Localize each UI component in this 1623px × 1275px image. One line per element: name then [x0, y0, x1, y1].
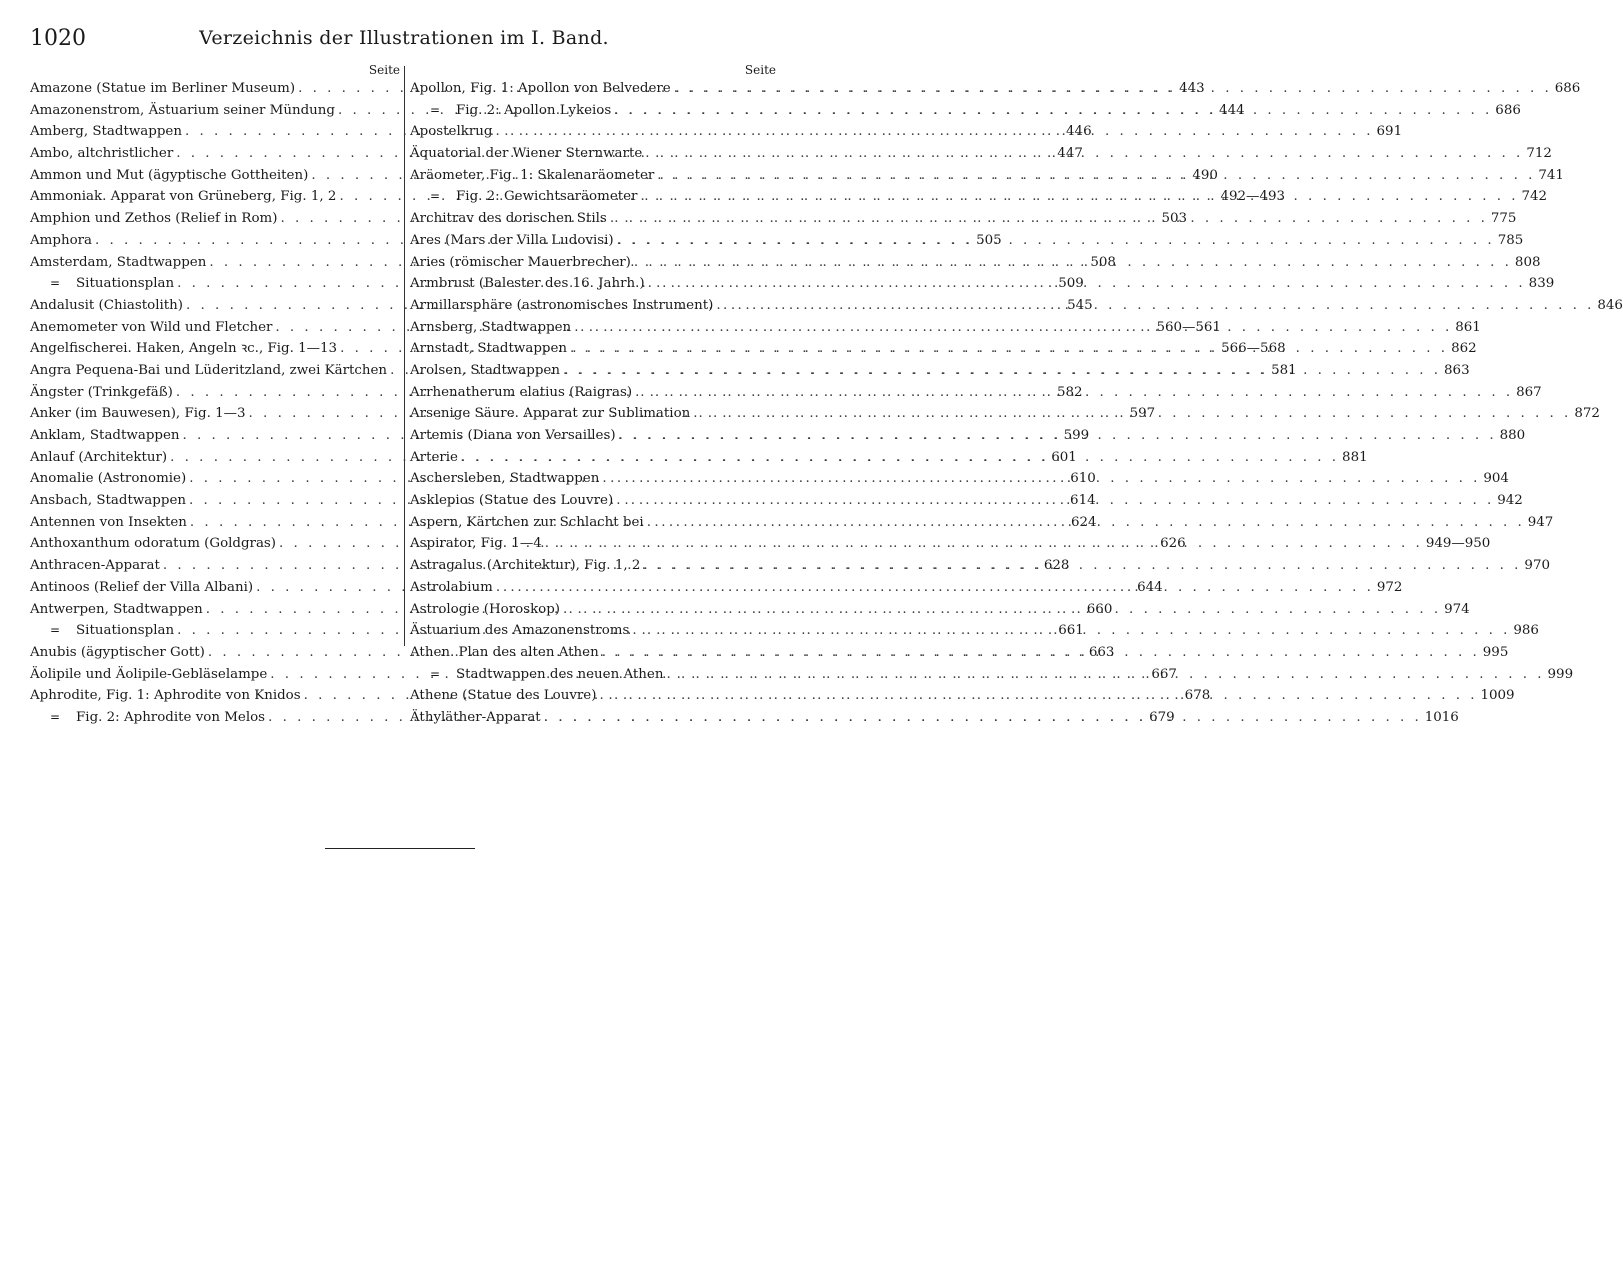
dot-leader	[602, 468, 1480, 490]
entry-label: Aräometer, Fig. 1: Skalenaräometer	[410, 167, 655, 183]
entry-page-number: 599	[1063, 428, 1090, 443]
entry-page-number: 862	[1451, 341, 1477, 357]
entry-page-number: 545	[1067, 297, 1093, 313]
entry-label: Arnstadt, Stadtwappen	[410, 341, 568, 357]
entry-label: Ares (Mars der Villa Ludovisi)	[410, 232, 614, 248]
entry-page-number: 741	[1538, 167, 1564, 183]
entry-page-number: 995	[1482, 644, 1509, 660]
entry-label: Anthracen-Apparat	[30, 558, 160, 574]
entry-label: Ansbach, Stadtwappen	[30, 493, 186, 509]
entry-label: Situationsplan	[76, 623, 175, 639]
entry-label: Anklam, Stadtwappen	[30, 428, 180, 443]
entry-label: Anemometer von Wild und Fletcher	[30, 319, 273, 335]
entry-label: Athen. Plan des alten Athen	[410, 644, 599, 660]
entry-label: Äthyläther-Apparat	[410, 709, 541, 725]
entry-page-number: 686	[1495, 102, 1521, 118]
column-divider	[404, 66, 405, 646]
entry-page-number: 628	[1043, 558, 1070, 574]
entry-page-number: 582	[1056, 384, 1083, 400]
entry-label: Ängster (Trinkgefäß)	[30, 384, 173, 400]
entry-label: Amphora	[30, 232, 93, 248]
entry-label: Arsenige Säure. Apparat zur Sublimation	[410, 406, 691, 422]
entry-page-number: 881	[1342, 449, 1368, 465]
entry-label: Antwerpen, Stadtwappen	[30, 601, 203, 617]
entry-page-number: 610	[1070, 471, 1096, 487]
entry-label: Astrologie (Horoskop)	[410, 601, 561, 617]
entry-label: Anubis (ägyptischer Gott)	[30, 644, 205, 660]
entry-page-number: 444	[1219, 102, 1245, 118]
dot-leader	[617, 230, 1495, 252]
entry-page-number: 947	[1527, 514, 1554, 530]
entry-page-number: 691	[1376, 124, 1403, 140]
dot-leader	[643, 555, 1521, 577]
entry-page-number: 443	[1179, 81, 1205, 96]
entry-page-number: 1016	[1424, 709, 1459, 725]
entry-label: Amberg, Stadtwappen	[30, 124, 182, 140]
dot-leader	[599, 685, 1477, 707]
dot-leader	[716, 295, 1594, 317]
entry-label: Aspern, Kärtchen zur Schlacht bei	[410, 514, 644, 530]
entry-label: Antinoos (Relief der Villa Albani)	[30, 579, 254, 595]
entry-page-number: 663	[1088, 644, 1115, 660]
entry-page-number: 644	[1137, 579, 1163, 595]
entry-page-number: 872	[1574, 406, 1600, 422]
entry-page-number: 970	[1524, 558, 1550, 574]
entry-label: Anthoxanthum odoratum (Goldgras)	[30, 536, 277, 552]
dot-leader	[570, 338, 1448, 360]
entry-label: Armillarsphäre (astronomisches Instrument)	[410, 297, 714, 313]
entry-page-number: 861	[1455, 319, 1481, 335]
entry-label: Fig. 2: Gewichtsaräometer	[456, 189, 638, 205]
dot-leader	[634, 252, 1512, 274]
entry-page-number: 597	[1129, 406, 1156, 422]
dot-leader	[635, 382, 1513, 404]
entry-page-number: 974	[1444, 601, 1470, 617]
entry-page-number: 601	[1051, 449, 1077, 465]
entry-label: Apollon, Fig. 1: Apollon von Belvedere	[410, 81, 671, 96]
entry-label: Amphion und Zethos (Relief in Rom)	[30, 211, 278, 227]
entry-page-number: 999	[1547, 666, 1574, 682]
dot-leader	[563, 599, 1441, 621]
dot-leader	[616, 490, 1494, 512]
entry-label: Amsterdam, Stadtwappen	[30, 254, 207, 270]
dot-leader	[461, 447, 1339, 469]
entry-page-number: 566—568	[1221, 341, 1286, 357]
entry-label: Äquatorial der Wiener Sternwarte	[410, 146, 643, 162]
dot-leader	[645, 143, 1523, 165]
dot-leader	[495, 121, 1373, 143]
entry-label: Armbrust (Balester des 16. Jahrh.)	[410, 276, 645, 292]
dot-leader	[544, 707, 1422, 729]
page-header	[30, 24, 778, 54]
ditto-mark: =	[50, 623, 61, 638]
entry-label: Ambo, altchristlicher	[30, 146, 174, 162]
ditto-mark: =	[430, 189, 441, 204]
entry-page-number: 785	[1497, 232, 1524, 248]
entry-label: Amazone (Statue im Berliner Museum)	[30, 81, 296, 96]
entry-page-number: 839	[1528, 276, 1555, 292]
entry-page-number: 667	[1151, 666, 1177, 682]
entry-label: Anlauf (Architektur)	[30, 449, 168, 465]
entry-page-number: 712	[1526, 146, 1552, 162]
entry-label: Amazonenstrom, Ästuarium seiner Mündung	[30, 102, 335, 118]
entry-page-number: 492—493	[1220, 189, 1285, 205]
dot-leader	[614, 100, 1492, 122]
entry-page-number: 904	[1483, 471, 1509, 487]
entry-label: Arterie	[410, 449, 458, 465]
entry-page-number: 846	[1597, 297, 1623, 313]
dot-leader	[640, 186, 1518, 208]
entry-page-number: 626	[1160, 536, 1186, 552]
entry-label: Stadtwappen des neuen Athen	[456, 666, 664, 682]
entry-label: Ammoniak. Apparat von Grüneberg, Fig. 1, 2	[30, 189, 337, 205]
dot-leader	[647, 512, 1525, 534]
entry-label: Angelfischerei. Haken, Angeln ꝛc., Fig. 1—13	[30, 341, 338, 357]
entry-page-number: 614	[1070, 493, 1096, 509]
entry-page-number: 678	[1184, 688, 1211, 704]
dot-leader	[574, 317, 1452, 339]
entry-page-number: 972	[1376, 579, 1403, 595]
seite-heading: Seite	[744, 63, 776, 77]
entry-page-number: 660	[1086, 601, 1113, 617]
dot-leader	[693, 403, 1571, 425]
entry-label: Arnsberg, Stadtwappen	[410, 319, 572, 335]
dot-leader	[632, 620, 1510, 642]
entry-page-number: 661	[1058, 623, 1084, 639]
entry-page-number: 505	[976, 232, 1002, 248]
page-number: 1020	[30, 26, 86, 51]
dot-leader	[674, 78, 1552, 100]
entry-page-number: 581	[1271, 362, 1297, 378]
entry-page-number: 880	[1499, 428, 1526, 443]
entry-label: Artemis (Diana von Versailles)	[410, 428, 616, 443]
entry-label: Ammon und Mut (ägyptische Gottheiten)	[30, 167, 309, 183]
entry-label: Architrav des dorischen Stils	[410, 211, 607, 227]
entry-page-number: 447	[1057, 146, 1083, 162]
ditto-mark: =	[50, 276, 61, 291]
ditto-mark: =	[430, 102, 441, 117]
entry-page-number: 509	[1058, 276, 1084, 292]
ditto-mark: =	[430, 666, 441, 681]
page-title: Verzeichnis der Illustrationen im I. Band.	[199, 27, 609, 49]
dot-leader	[657, 165, 1535, 187]
entry-page-number: 560—561	[1156, 319, 1221, 335]
entry-label: Andalusit (Chiastolith)	[30, 297, 184, 313]
entry-label: Aspirator, Fig. 1—4	[410, 536, 542, 552]
entry-page-number: 1009	[1480, 688, 1515, 704]
entry-label: Situationsplan	[76, 276, 175, 292]
entry-label: Athene (Statue des Louvre)	[410, 688, 597, 704]
dot-leader	[610, 208, 1488, 230]
seite-heading: Seite	[368, 63, 400, 77]
entry-page-number: 624	[1070, 514, 1097, 530]
entry-label: Antennen von Insekten	[30, 514, 187, 530]
dot-leader	[619, 425, 1497, 447]
entry-label: Arrhenatherum elatius (Raigras)	[410, 384, 633, 400]
entry-label: Astrolabium	[410, 579, 493, 595]
entry-label: Fig. 2: Apollon Lykeios	[456, 102, 612, 118]
entry-label: Arolsen, Stadtwappen	[410, 362, 560, 378]
entry-page-number: 446	[1066, 124, 1092, 140]
entry-page-number: 679	[1149, 709, 1175, 725]
entry-label: Asklepios (Statue des Louvre)	[410, 493, 614, 509]
entry-page-number: 490	[1192, 167, 1218, 183]
entry-page-number: 867	[1516, 384, 1542, 400]
entry-page-number: 742	[1521, 189, 1548, 205]
ditto-mark: =	[50, 709, 61, 724]
entry-page-number: 942	[1497, 493, 1523, 509]
dot-leader	[602, 642, 1480, 664]
entry-page-number: 808	[1514, 254, 1541, 270]
entry-label: Ästuarium des Amazonenstroms	[410, 623, 630, 639]
dot-leader	[666, 664, 1544, 686]
entry-page-number: 503	[1161, 211, 1188, 227]
entry-page-number: 775	[1490, 211, 1517, 227]
dot-leader	[545, 533, 1423, 555]
entry-page-number: 508	[1090, 254, 1116, 270]
entry-page-number: 686	[1554, 81, 1581, 96]
entry-label: Aries (römischer Mauerbrecher)	[410, 254, 631, 270]
dot-leader	[563, 360, 1441, 382]
entry-label: Aphrodite, Fig. 1: Aphrodite von Knidos	[30, 688, 301, 704]
dot-leader	[648, 273, 1526, 295]
entry-page-number: 863	[1444, 362, 1470, 378]
entry-page-number: 949—950	[1425, 536, 1491, 552]
entry-label: Äolipile und Äolipile-Gebläselampe	[30, 666, 268, 682]
dot-leader	[496, 577, 1374, 599]
entry-label: Anomalie (Astronomie)	[30, 471, 187, 487]
end-rule	[325, 848, 475, 849]
entry-label: Anker (im Bauwesen), Fig. 1—3	[30, 406, 246, 422]
entry-label: Apostelkrug	[410, 124, 493, 140]
entry-label: Angra Pequena-Bai und Lüderitzland, zwei Kärtchen	[30, 362, 388, 378]
entry-label: Astragalus (Architektur), Fig. 1, 2	[410, 558, 641, 574]
entry-page-number: 986	[1513, 623, 1539, 639]
entry-label: Fig. 2: Aphrodite von Melos	[76, 709, 266, 725]
entry-label: Aschersleben, Stadtwappen	[410, 471, 600, 487]
